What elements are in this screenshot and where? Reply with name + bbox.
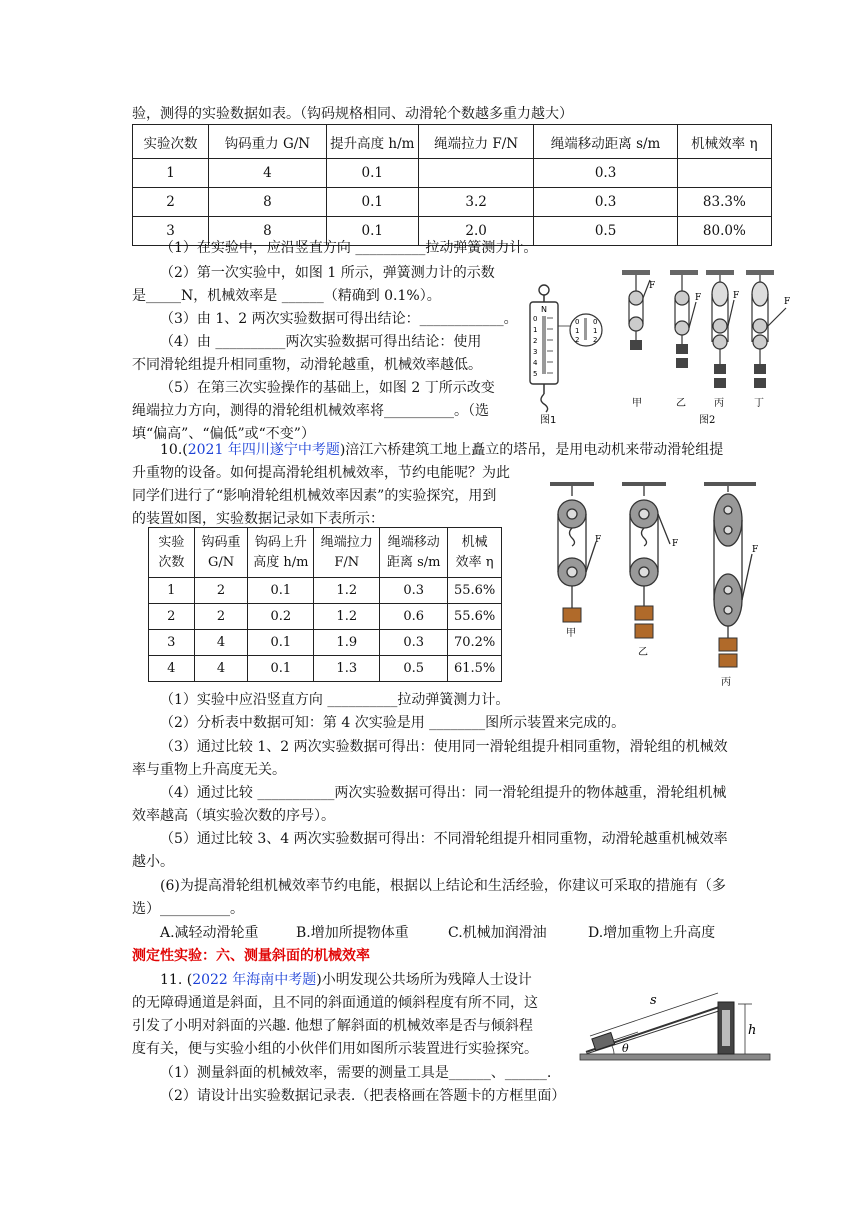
q9-header: 机械效率 η <box>677 125 771 159</box>
q10-cell: 1.2 <box>314 578 380 604</box>
section-heading: 测定性实验：六、测量斜面的机械效率 <box>132 948 370 964</box>
q9-header: 绳端拉力 F/N <box>418 125 534 159</box>
q9-cell: 4 <box>209 159 327 188</box>
fig2-force-label: F <box>649 281 656 291</box>
q11-fig-h-label: h <box>748 1023 757 1038</box>
q9-cell <box>677 159 771 188</box>
q10-cell: 4 <box>194 656 248 682</box>
q10-fig-label-bing: 丙 <box>721 677 731 688</box>
q9-p5c: 填“偏高”、“偏低”或“不变”） <box>132 426 315 442</box>
q10-cell: 55.6% <box>448 578 502 604</box>
q10-data-table <box>148 527 502 682</box>
q11-figure-incline <box>578 966 774 1066</box>
fig1-unit: N <box>541 305 547 314</box>
figure-1-spring-scale <box>520 280 610 428</box>
q10-cell: 0.5 <box>380 656 448 682</box>
q10-option-d: D.增加重物上升高度 <box>588 925 716 941</box>
q10-p5b: 越小。 <box>132 854 174 870</box>
q10-option-b: B.增加所提物体重 <box>296 925 409 941</box>
q9-cell: 2 <box>133 188 209 217</box>
q9-cell: 0.3 <box>534 159 677 188</box>
q9-cell: 1 <box>133 159 209 188</box>
q11-fig-s-label: s <box>650 993 657 1008</box>
q9-header: 提升高度 h/m <box>326 125 418 159</box>
fig1-scale-label: 3 <box>533 348 538 356</box>
q10-fig-force-label: F <box>672 539 679 549</box>
fig2-force-label: F <box>733 291 740 301</box>
q10-fig-force-label: F <box>752 545 759 555</box>
q11-fig-theta-label: θ <box>622 1042 629 1055</box>
q9-cell <box>418 159 534 188</box>
q10-figure-pulley-setups <box>540 480 772 690</box>
q11-line1: 11. (2022 年海南中考题)小明发现公共场所为残障人士设计 <box>160 972 532 988</box>
q10-cell: 2 <box>194 604 248 630</box>
q10-option-a: A.减轻动滑轮重 <box>160 925 259 941</box>
fig1-caption: 图1 <box>540 415 557 426</box>
q10-cell: 0.1 <box>248 630 314 656</box>
q11-number: 11. <box>160 972 183 988</box>
q9-p4a: （4）由 __________两次实验数据可得出结论：使用 <box>160 334 482 350</box>
fig2-force-label: F <box>784 297 791 307</box>
q10-cell: 0.1 <box>248 578 314 604</box>
q11-line4: 度有关，便与实验小组的小伙伴们用如图所示装置进行实验探究。 <box>132 1041 538 1057</box>
q10-header: 钩码重 G/N <box>194 528 248 578</box>
q9-p5a: （5）在第三次实验操作的基础上，如图 2 丁所示改变 <box>160 380 495 396</box>
q9-header: 实验次数 <box>133 125 209 159</box>
fig1-zoom-label: 1 <box>575 327 580 335</box>
fig2-label-yi: 乙 <box>676 398 686 409</box>
q10-fig-label-yi: 乙 <box>638 647 648 658</box>
q10-option-c: C.机械加润滑油 <box>448 925 547 941</box>
q10-header: 钩码上升 高度 h/m <box>248 528 314 578</box>
q11-source: 2022 年海南中考题 <box>192 972 317 988</box>
fig1-zoom-label: 2 <box>575 336 580 344</box>
fig1-zoom-label: 0 <box>593 318 598 326</box>
q10-cell: 3 <box>149 630 195 656</box>
q11-p2: （2）请设计出实验数据记录表.（把表格画在答题卡的方框里面） <box>160 1088 566 1104</box>
q11-line3: 引发了小明对斜面的兴趣. 他想了解斜面的机械效率是否与倾斜程 <box>132 1018 533 1034</box>
fig2-label-jia: 甲 <box>632 398 642 409</box>
q10-header: 绳端拉力 F/N <box>314 528 380 578</box>
q10-p3b: 率与重物上升高度无关。 <box>132 762 286 778</box>
q10-cell: 4 <box>149 656 195 682</box>
q10-cell: 55.6% <box>448 604 502 630</box>
q10-cell: 61.5% <box>448 656 502 682</box>
q10-p6a: (6)为提高滑轮组机械效率节约电能，根据以上结论和生活经验，你建议可采取的措施有（多 <box>160 878 726 894</box>
fig1-zoom-label: 1 <box>593 327 598 335</box>
q10-p2: （2）分析表中数据可知：第 4 次实验是用 ________图所示装置来完成的。 <box>160 715 626 731</box>
q9-p4b: 不同滑轮组提升相同重物，动滑轮越重，机械效率越低。 <box>132 357 482 373</box>
q10-p6b: 选）__________。 <box>132 901 244 917</box>
q9-data-table <box>132 124 772 246</box>
q9-cell: 3 <box>133 217 209 246</box>
fig1-scale-label: 1 <box>533 326 538 334</box>
q10-cell: 1.2 <box>314 604 380 630</box>
q10-cell: 0.3 <box>380 630 448 656</box>
q10-p4b: 效率越高（填实验次数的序号）。 <box>132 808 335 824</box>
q10-cell: 2 <box>194 578 248 604</box>
q10-p3a: （3）通过比较 1、2 两次实验数据可得出：使用同一滑轮组提升相同重物，滑轮组的机械效 <box>160 739 728 755</box>
fig2-force-label: F <box>695 293 702 303</box>
q9-cell: 0.3 <box>534 188 677 217</box>
fig1-scale-label: 4 <box>533 359 538 367</box>
q9-cell: 2.0 <box>418 217 534 246</box>
fig2-label-ding: 丁 <box>754 398 764 409</box>
q10-source: 2021 年四川遂宁中考题 <box>187 442 340 458</box>
q10-line4: 的装置如图，实验数据记录如下表所示： <box>132 511 384 527</box>
q10-cell: 0.6 <box>380 604 448 630</box>
q9-cell: 83.3% <box>677 188 771 217</box>
q9-p2a: （2）第一次实验中，如图 1 所示，弹簧测力计的示数 <box>160 265 495 281</box>
fig1-zoom-label: 0 <box>575 318 580 326</box>
fig1-scale-label: 2 <box>533 337 538 345</box>
q9-cell: 80.0% <box>677 217 771 246</box>
q9-intro: 验，测得的实验数据如表。（钩码规格相同、动滑轮个数越多重力越大） <box>132 106 573 122</box>
q9-p5b: 绳端拉力方向，测得的滑轮组机械效率将__________。（选 <box>132 403 489 419</box>
q10-p1: （1）实验中应沿竖直方向 __________拉动弹簧测力计。 <box>160 692 510 708</box>
q10-fig-force-label: F <box>595 535 602 545</box>
q11-p1: （1）测量斜面的机械效率，需要的测量工具是______、______. <box>160 1065 552 1081</box>
fig2-label-bing: 丙 <box>714 398 724 409</box>
q10-line2: 升重物的设备。如何提高滑轮组机械效率，节约电能呢？为此 <box>132 465 510 481</box>
q10-cell: 2 <box>149 604 195 630</box>
q10-text: 涪江六桥建筑工地上矗立的塔吊，是用电动机来带动滑轮组提 <box>345 442 724 458</box>
q10-header: 实验 次数 <box>149 528 195 578</box>
q9-p1: （1）在实验中，应沿竖直方向 __________拉动弹簧测力计。 <box>160 240 538 256</box>
q10-fig-label-jia: 甲 <box>566 628 576 639</box>
q10-p4a: （4）通过比较 ___________两次实验数据可得出：同一滑轮组提升的物体越重，滑轮组机械 <box>160 785 727 801</box>
q10-cell: 0.2 <box>248 604 314 630</box>
q9-header: 绳端移动距离 s/m <box>534 125 677 159</box>
q10-cell: 1.3 <box>314 656 380 682</box>
q10-cell: 1.9 <box>314 630 380 656</box>
q10-line1: 10.(2021 年四川遂宁中考题)涪江六桥建筑工地上矗立的塔吊，是用电动机来带动滑轮组提 <box>160 442 724 458</box>
q11-line2: 的无障碍通道是斜面，且不同的斜面通道的倾斜程度有所不同，这 <box>132 995 538 1011</box>
fig2-caption: 图2 <box>699 415 716 426</box>
q9-cell: 8 <box>209 217 327 246</box>
q10-cell: 70.2% <box>448 630 502 656</box>
q10-cell: 4 <box>194 630 248 656</box>
fig1-scale-label: 0 <box>533 315 538 323</box>
q9-p2b: 是_____N，机械效率是 ______（精确到 0.1%）。 <box>132 288 441 304</box>
fig1-scale-label: 5 <box>533 370 538 378</box>
q9-cell: 8 <box>209 188 327 217</box>
q10-header: 绳端移动 距离 s/m <box>380 528 448 578</box>
q9-cell: 0.1 <box>326 188 418 217</box>
q10-cell: 0.3 <box>380 578 448 604</box>
q10-number: 10. <box>160 442 183 458</box>
figure-2-pulley-groups <box>616 268 796 428</box>
q11-text: 小明发现公共场所为残障人士设计 <box>321 972 532 988</box>
q9-header: 钩码重力 G/N <box>209 125 327 159</box>
q9-cell: 0.5 <box>534 217 677 246</box>
q10-line3: 同学们进行了“影响滑轮组机械效率因素”的实验探究，用到 <box>132 488 497 504</box>
q9-cell: 0.1 <box>326 159 418 188</box>
q10-p5a: （5）通过比较 3、4 两次实验数据可得出：不同滑轮组提升相同重物，动滑轮越重机械效率 <box>160 831 728 847</box>
fig1-zoom-label: 2 <box>593 336 598 344</box>
q9-cell: 0.1 <box>326 217 418 246</box>
q10-cell: 0.1 <box>248 656 314 682</box>
q10-header: 机械 效率 η <box>448 528 502 578</box>
q9-p3: （3）由 1、2 两次实验数据可得出结论：____________。 <box>160 311 518 327</box>
q9-cell: 3.2 <box>418 188 534 217</box>
q10-cell: 1 <box>149 578 195 604</box>
